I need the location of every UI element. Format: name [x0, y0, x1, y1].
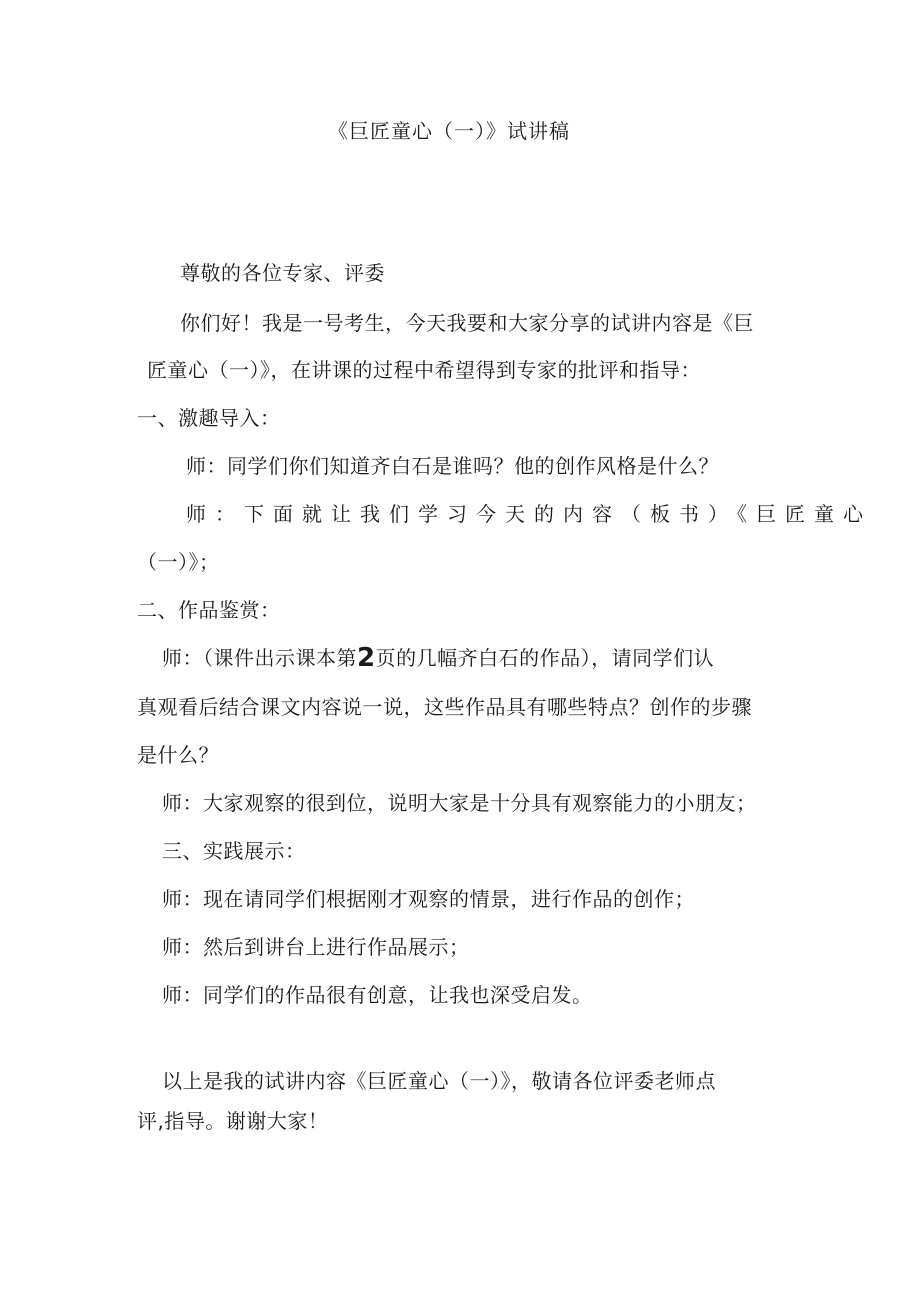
intro-line-2: 匠童心（一）》，在讲课的过程中希望得到专家的批评和指导：: [147, 358, 701, 382]
section-3-line-3: 师：同学们的作品很有创意，让我也深受启发。: [162, 983, 593, 1007]
section-1-line-2-cont: （一）》；: [137, 550, 220, 574]
section-2-line-1: [162, 643, 714, 673]
section-2-line-1-cont-2: 是什么？: [137, 743, 219, 767]
section-3-line-2: 师：然后到讲台上进行作品展示；: [162, 935, 470, 959]
section-1-heading: 一、激趣导入：: [137, 406, 281, 430]
section-2-line-2: 师：大家观察的很到位，说明大家是十分具有观察能力的小朋友；: [162, 791, 757, 815]
greeting: 尊敬的各位专家、评委: [180, 261, 385, 285]
section-3-heading: 三、实践展示：: [162, 839, 306, 863]
closing-line-2: 评,指导。谢谢大家！: [137, 1109, 329, 1133]
page-title: 《巨匠童心（一）》试讲稿: [328, 119, 570, 143]
section-1-line-1: 师：同学们你们知道齐白石是谁吗？他的创作风格是什么？: [186, 454, 719, 478]
intro-line-1: 你们好！我是一号考生，今天我要和大家分享的试讲内容是《巨: [180, 311, 754, 335]
section-2-line-1-cont-1: 真观看后结合课文内容说一说，这些作品具有哪些特点？创作的步骤: [137, 695, 752, 719]
closing-line-1: 以上是我的试讲内容《巨匠童心（一）》，敬请各位评委老师点: [162, 1069, 716, 1093]
section-3-line-1: 师：现在请同学们根据刚才观察的情景，进行作品的创作；: [162, 887, 695, 911]
section-2-line-1-pre: 师：（课件出示课本第: [162, 646, 357, 670]
section-2-heading: 二、作品鉴赏：: [137, 598, 281, 622]
section-2-line-1-post: 页的几幅齐白石的作品），请同学们认: [375, 646, 715, 670]
section-1-line-2: 师：下面就让我们学习今天的内容（板书）《巨匠童心: [186, 502, 872, 526]
page-number: 2: [357, 643, 376, 673]
